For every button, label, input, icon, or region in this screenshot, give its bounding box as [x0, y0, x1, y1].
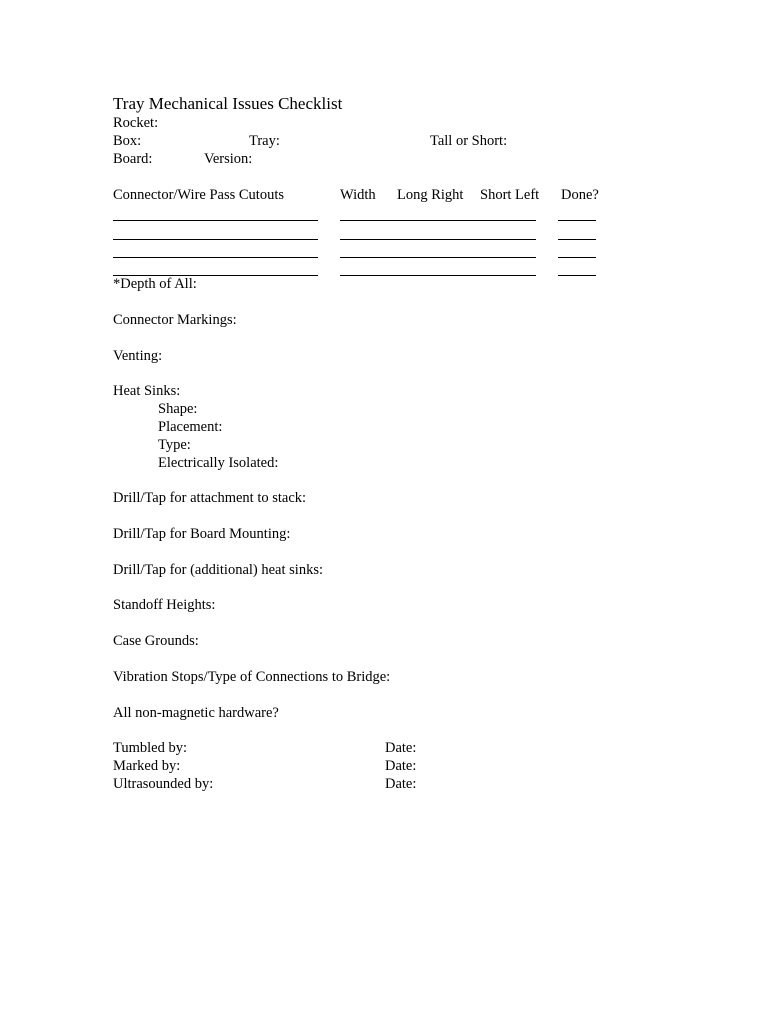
header-long-right: Long Right: [397, 187, 464, 203]
ultrasounded-by-label: Ultrasounded by:: [113, 776, 214, 792]
rocket-label: Rocket:: [113, 115, 159, 131]
cutout-dimensions-line: [340, 275, 536, 276]
drill-tap-stack-label: Drill/Tap for attachment to stack:: [113, 490, 307, 506]
cutout-name-line: [113, 239, 318, 240]
tall-or-short-label: Tall or Short:: [430, 133, 508, 149]
heat-sink-isolated-label: Electrically Isolated:: [158, 455, 279, 471]
cutout-name-line: [113, 257, 318, 258]
heat-sink-type-label: Type:: [158, 437, 191, 453]
marked-by-label: Marked by:: [113, 758, 181, 774]
header-done: Done?: [561, 187, 599, 203]
heat-sink-shape-label: Shape:: [158, 401, 198, 417]
venting-label: Venting:: [113, 348, 163, 364]
version-label: Version:: [204, 151, 253, 167]
cutout-done-line: [558, 239, 596, 240]
marked-date-label: Date:: [385, 758, 417, 774]
tumbled-by-label: Tumbled by:: [113, 740, 187, 756]
board-label: Board:: [113, 151, 153, 167]
heat-sink-placement-label: Placement:: [158, 419, 223, 435]
cutout-done-line: [558, 257, 596, 258]
standoff-heights-label: Standoff Heights:: [113, 597, 216, 613]
cutout-dimensions-line: [340, 239, 536, 240]
header-cutouts: Connector/Wire Pass Cutouts: [113, 187, 284, 203]
case-grounds-label: Case Grounds:: [113, 633, 199, 649]
cutout-name-line: [113, 220, 318, 221]
header-width: Width: [340, 187, 376, 203]
cutout-dimensions-line: [340, 220, 536, 221]
cutout-done-line: [558, 275, 596, 276]
vibration-stops-label: Vibration Stops/Type of Connections to Bridge:: [113, 669, 391, 685]
ultrasounded-date-label: Date:: [385, 776, 417, 792]
document-title: Tray Mechanical Issues Checklist: [113, 94, 343, 113]
tray-label: Tray:: [249, 133, 280, 149]
heat-sinks-label: Heat Sinks:: [113, 383, 181, 399]
header-short-left: Short Left: [480, 187, 540, 203]
depth-of-all-label: *Depth of All:: [113, 276, 197, 292]
drill-tap-board-label: Drill/Tap for Board Mounting:: [113, 526, 291, 542]
cutout-done-line: [558, 220, 596, 221]
box-label: Box:: [113, 133, 142, 149]
non-magnetic-hardware-label: All non-magnetic hardware?: [113, 705, 279, 721]
cutout-dimensions-line: [340, 257, 536, 258]
connector-markings-label: Connector Markings:: [113, 312, 237, 328]
drill-tap-heatsinks-label: Drill/Tap for (additional) heat sinks:: [113, 562, 323, 578]
tumbled-date-label: Date:: [385, 740, 417, 756]
